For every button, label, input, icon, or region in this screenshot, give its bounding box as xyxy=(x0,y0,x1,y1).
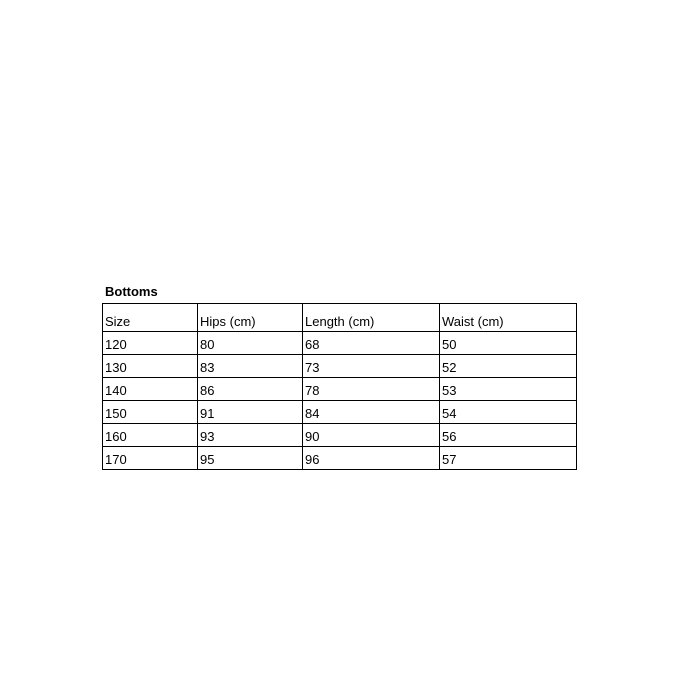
hips-cell: 95 xyxy=(198,447,303,470)
length-cell: 84 xyxy=(303,401,440,424)
length-cell: 73 xyxy=(303,355,440,378)
waist-cell: 52 xyxy=(440,355,577,378)
length-cell: 90 xyxy=(303,424,440,447)
hips-cell: 93 xyxy=(198,424,303,447)
size-table xyxy=(102,303,577,470)
chart-title: Bottoms xyxy=(105,284,158,299)
hips-cell: 91 xyxy=(198,401,303,424)
waist-cell: 53 xyxy=(440,378,577,401)
table-row xyxy=(103,378,577,401)
hips-cell: 83 xyxy=(198,355,303,378)
size-cell: 120 xyxy=(103,332,198,355)
hips-cell: 80 xyxy=(198,332,303,355)
size-chart xyxy=(102,284,577,470)
table-row xyxy=(103,355,577,378)
table-row xyxy=(103,401,577,424)
size-cell: 130 xyxy=(103,355,198,378)
size-cell: 150 xyxy=(103,401,198,424)
table-row xyxy=(103,447,577,470)
waist-cell: 50 xyxy=(440,332,577,355)
size-cell: 170 xyxy=(103,447,198,470)
length-cell: 96 xyxy=(303,447,440,470)
waist-cell: 56 xyxy=(440,424,577,447)
header-hips: Hips (cm) xyxy=(198,304,303,332)
table-row xyxy=(103,424,577,447)
length-cell: 78 xyxy=(303,378,440,401)
header-waist: Waist (cm) xyxy=(440,304,577,332)
waist-cell: 57 xyxy=(440,447,577,470)
table-row xyxy=(103,332,577,355)
header-row xyxy=(103,304,577,332)
length-cell: 68 xyxy=(303,332,440,355)
hips-cell: 86 xyxy=(198,378,303,401)
header-size: Size xyxy=(103,304,198,332)
header-length: Length (cm) xyxy=(303,304,440,332)
waist-cell: 54 xyxy=(440,401,577,424)
size-cell: 140 xyxy=(103,378,198,401)
size-cell: 160 xyxy=(103,424,198,447)
